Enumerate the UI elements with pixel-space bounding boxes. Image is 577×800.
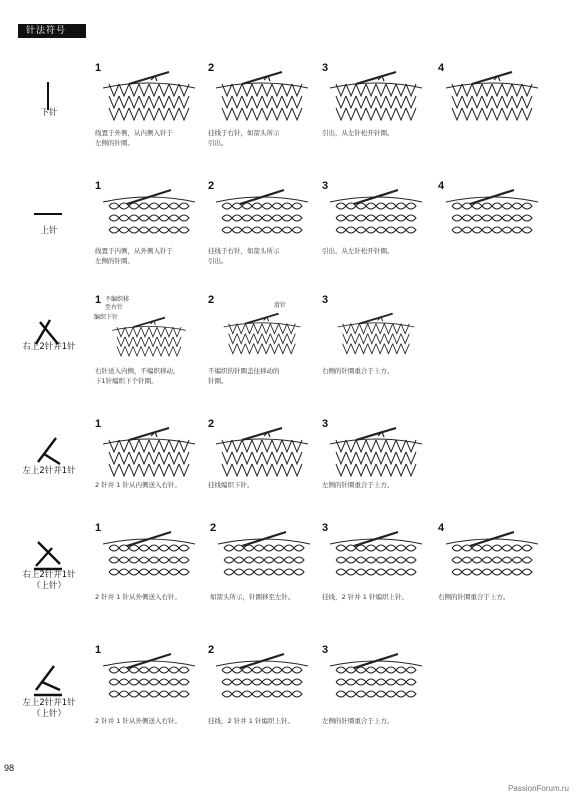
step-caption: 2 针并 1 针从外侧送入右针。 [95,593,181,601]
step-2 [208,180,320,280]
step-1 [95,294,207,394]
knitting-illustration [212,652,312,712]
step-2 [208,294,320,394]
knitting-illustration [99,530,199,590]
knitting-illustration [212,426,312,486]
knitting-illustration [326,70,426,130]
knitting-illustration [212,188,312,248]
step-1 [95,418,207,518]
page-number: 98 [4,763,15,773]
step-caption: 2 针并 1 针从外侧送入右针。 [95,717,181,725]
knitting-illustration [99,316,199,364]
knitting-illustration [326,312,426,362]
step-3 [322,644,434,744]
step-3 [322,418,434,518]
step-number: 4 [438,180,445,192]
knitting-illustration [99,188,199,248]
step-caption: 右侧的针圈重合于上方。 [438,593,510,601]
stitch-row-left-decrease [0,414,577,524]
step-number: 1 [95,294,102,306]
knitting-illustration [442,188,542,248]
left-decrease-symbol-icon [28,432,68,468]
step-3 [322,294,434,394]
step-number: 1 [95,418,102,430]
stitch-row-left-decrease-purl [0,640,577,750]
step-caption: 左侧的针圈重合于上方。 [322,717,394,725]
step-number: 3 [322,644,329,656]
step-caption: 引出，从左针松开针圈。 [322,247,394,255]
step-caption: 引出，从左针松开针圈。 [322,129,394,137]
step-caption: 线置于外侧，从内侧入针于 左侧的针圈。 [95,129,173,147]
step-3 [322,180,434,280]
step-number: 1 [95,180,102,192]
step-4 [438,62,550,162]
knitting-illustration [99,426,199,486]
step-number: 1 [95,644,102,656]
watermark: PassionForum.ru [508,784,569,793]
stitch-row-knit [0,58,577,168]
symbol-column [18,414,80,524]
symbol-label: 上针 [40,226,58,236]
stitch-row-purl [0,176,577,286]
knitting-illustration [326,426,426,486]
step-caption: 挂线于右针，如箭头所示 引出。 [208,129,280,147]
step-4 [438,180,550,280]
step-number: 4 [438,62,445,74]
knitting-illustration [326,530,426,590]
step-number: 3 [322,294,329,306]
step-number: 2 [208,294,215,306]
step-number: 2 [208,418,215,430]
knitting-illustration [99,652,199,712]
step-2 [208,644,320,744]
step-number: 3 [322,180,329,192]
step-number: 2 [208,62,215,74]
step-number: 3 [322,62,329,74]
knitting-illustration [212,312,312,362]
step-caption: 右侧的针圈重合于上方。 [322,367,394,375]
step-number: 4 [438,522,445,534]
symbol-label: 下针 [40,108,58,118]
step-number: 1 [95,62,102,74]
stitch-row-right-decrease-purl [0,518,577,628]
step-2 [208,418,320,518]
step-caption: 挂线编织下针。 [208,481,254,489]
step-caption: 右针送入内侧，不编织移动， 下1针编织下个针圈。 [95,367,180,385]
step-number: 3 [322,418,329,430]
step-2 [208,62,320,162]
left-decrease-purl-symbol-icon [28,662,68,698]
symbol-label: 左上2针并1针 [22,466,76,476]
knitting-illustration [214,530,314,590]
step-number: 2 [208,644,215,656]
symbol-label: 左上2针并1针 （上针） [22,698,76,719]
step-caption: 如箭头所示，针圈移至左针。 [210,593,295,601]
step-2 [210,522,322,622]
step-caption: 2 针并 1 针从内侧送入右针。 [95,481,181,489]
step-caption: 挂线，2 针并 1 针编织上针。 [208,717,294,725]
symbol-label: 右上2针并1针 （上针） [22,570,76,591]
symbol-column [18,518,80,628]
step-1 [95,180,207,280]
right-decrease-purl-symbol-icon [28,536,68,572]
step-number: 2 [208,180,215,192]
step-caption: 挂线，2 针并 1 针编织上针。 [322,593,408,601]
knitting-illustration [442,70,542,130]
knitting-illustration [326,188,426,248]
note-slip: 不编织移 至右针 [105,296,130,311]
symbol-column [18,58,80,168]
step-4 [438,522,550,622]
knitting-illustration [99,70,199,130]
step-1 [95,62,207,162]
step-3 [322,522,434,622]
step-caption: 挂线于右针，如箭头所示 引出。 [208,247,280,265]
step-number: 1 [95,522,102,534]
note-pass: 滑针 [274,302,287,309]
step-number: 2 [210,522,217,534]
step-1 [95,644,207,744]
knitting-illustration [442,530,542,590]
step-caption: 线置于内侧，从外侧入针于 左侧的针圈。 [95,247,173,265]
symbol-column [18,640,80,750]
section-title: 针法符号 [18,24,86,38]
step-number: 3 [322,522,329,534]
stitch-row-right-decrease [0,290,577,400]
step-caption: 左侧的针圈重合于上方。 [322,481,394,489]
symbol-column [18,290,80,400]
symbol-label: 右上2针并1针 [22,342,76,352]
knitting-illustration [212,70,312,130]
symbol-column [18,176,80,286]
knitting-illustration [326,652,426,712]
step-3 [322,62,434,162]
step-1 [95,522,207,622]
step-caption: 不编织的针圈盖住移动的 针圈。 [208,367,280,385]
note-knit: 编织下针 [94,314,119,321]
